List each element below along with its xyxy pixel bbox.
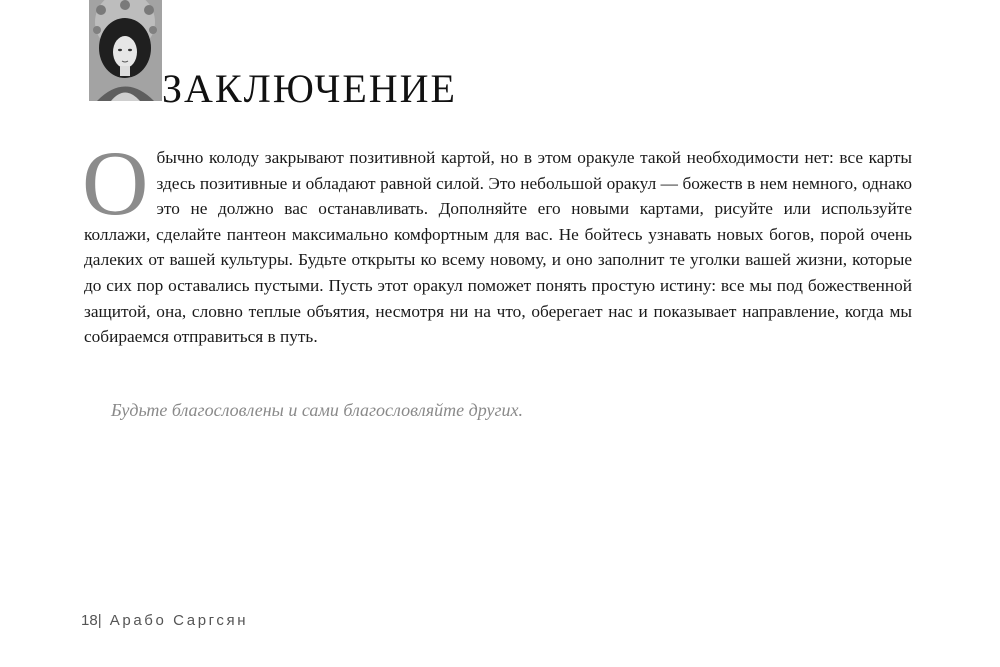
drop-cap-letter: О: [82, 132, 149, 234]
footer-author: Арабо Саргсян: [109, 612, 249, 629]
chapter-portrait-image: [89, 0, 162, 101]
chapter-heading: ЗАКЛЮЧЕНИЕ: [162, 66, 457, 111]
closing-blessing: Будьте благословлены и сами благословляйте других.: [111, 400, 524, 420]
footer-separator: |: [97, 612, 102, 629]
paragraph-text: бычно колоду закрывают позитивной картой, но в этом оракуле такой необходимости нет: все карты здесь позитивные и обладают равной силой. Это небольшой оракул — божеств в нем немного, однако это не должно вас останавливать. Дополняйте его новыми картами, рисуйте или используйте коллажи, сделайте пантеон максимально комфортным для вас. Не бойтесь узнавать новых богов, порой очень далеких от вашей культуры. Будьте открыты ко всему новому, и оно заполнит те уголки вашей жизни, которые до сих пор оставались пустыми. Пусть этот оракул поможет понять простую истину: все мы под божественной защитой, она, словно теплые объятия, несмотря ни на что, оберегает нас и показывает направление, когда мы собираемся отправиться в путь.: [84, 148, 912, 347]
page-footer: [81, 612, 248, 629]
page-number: 18: [81, 612, 98, 629]
body-paragraph: [82, 132, 912, 350]
